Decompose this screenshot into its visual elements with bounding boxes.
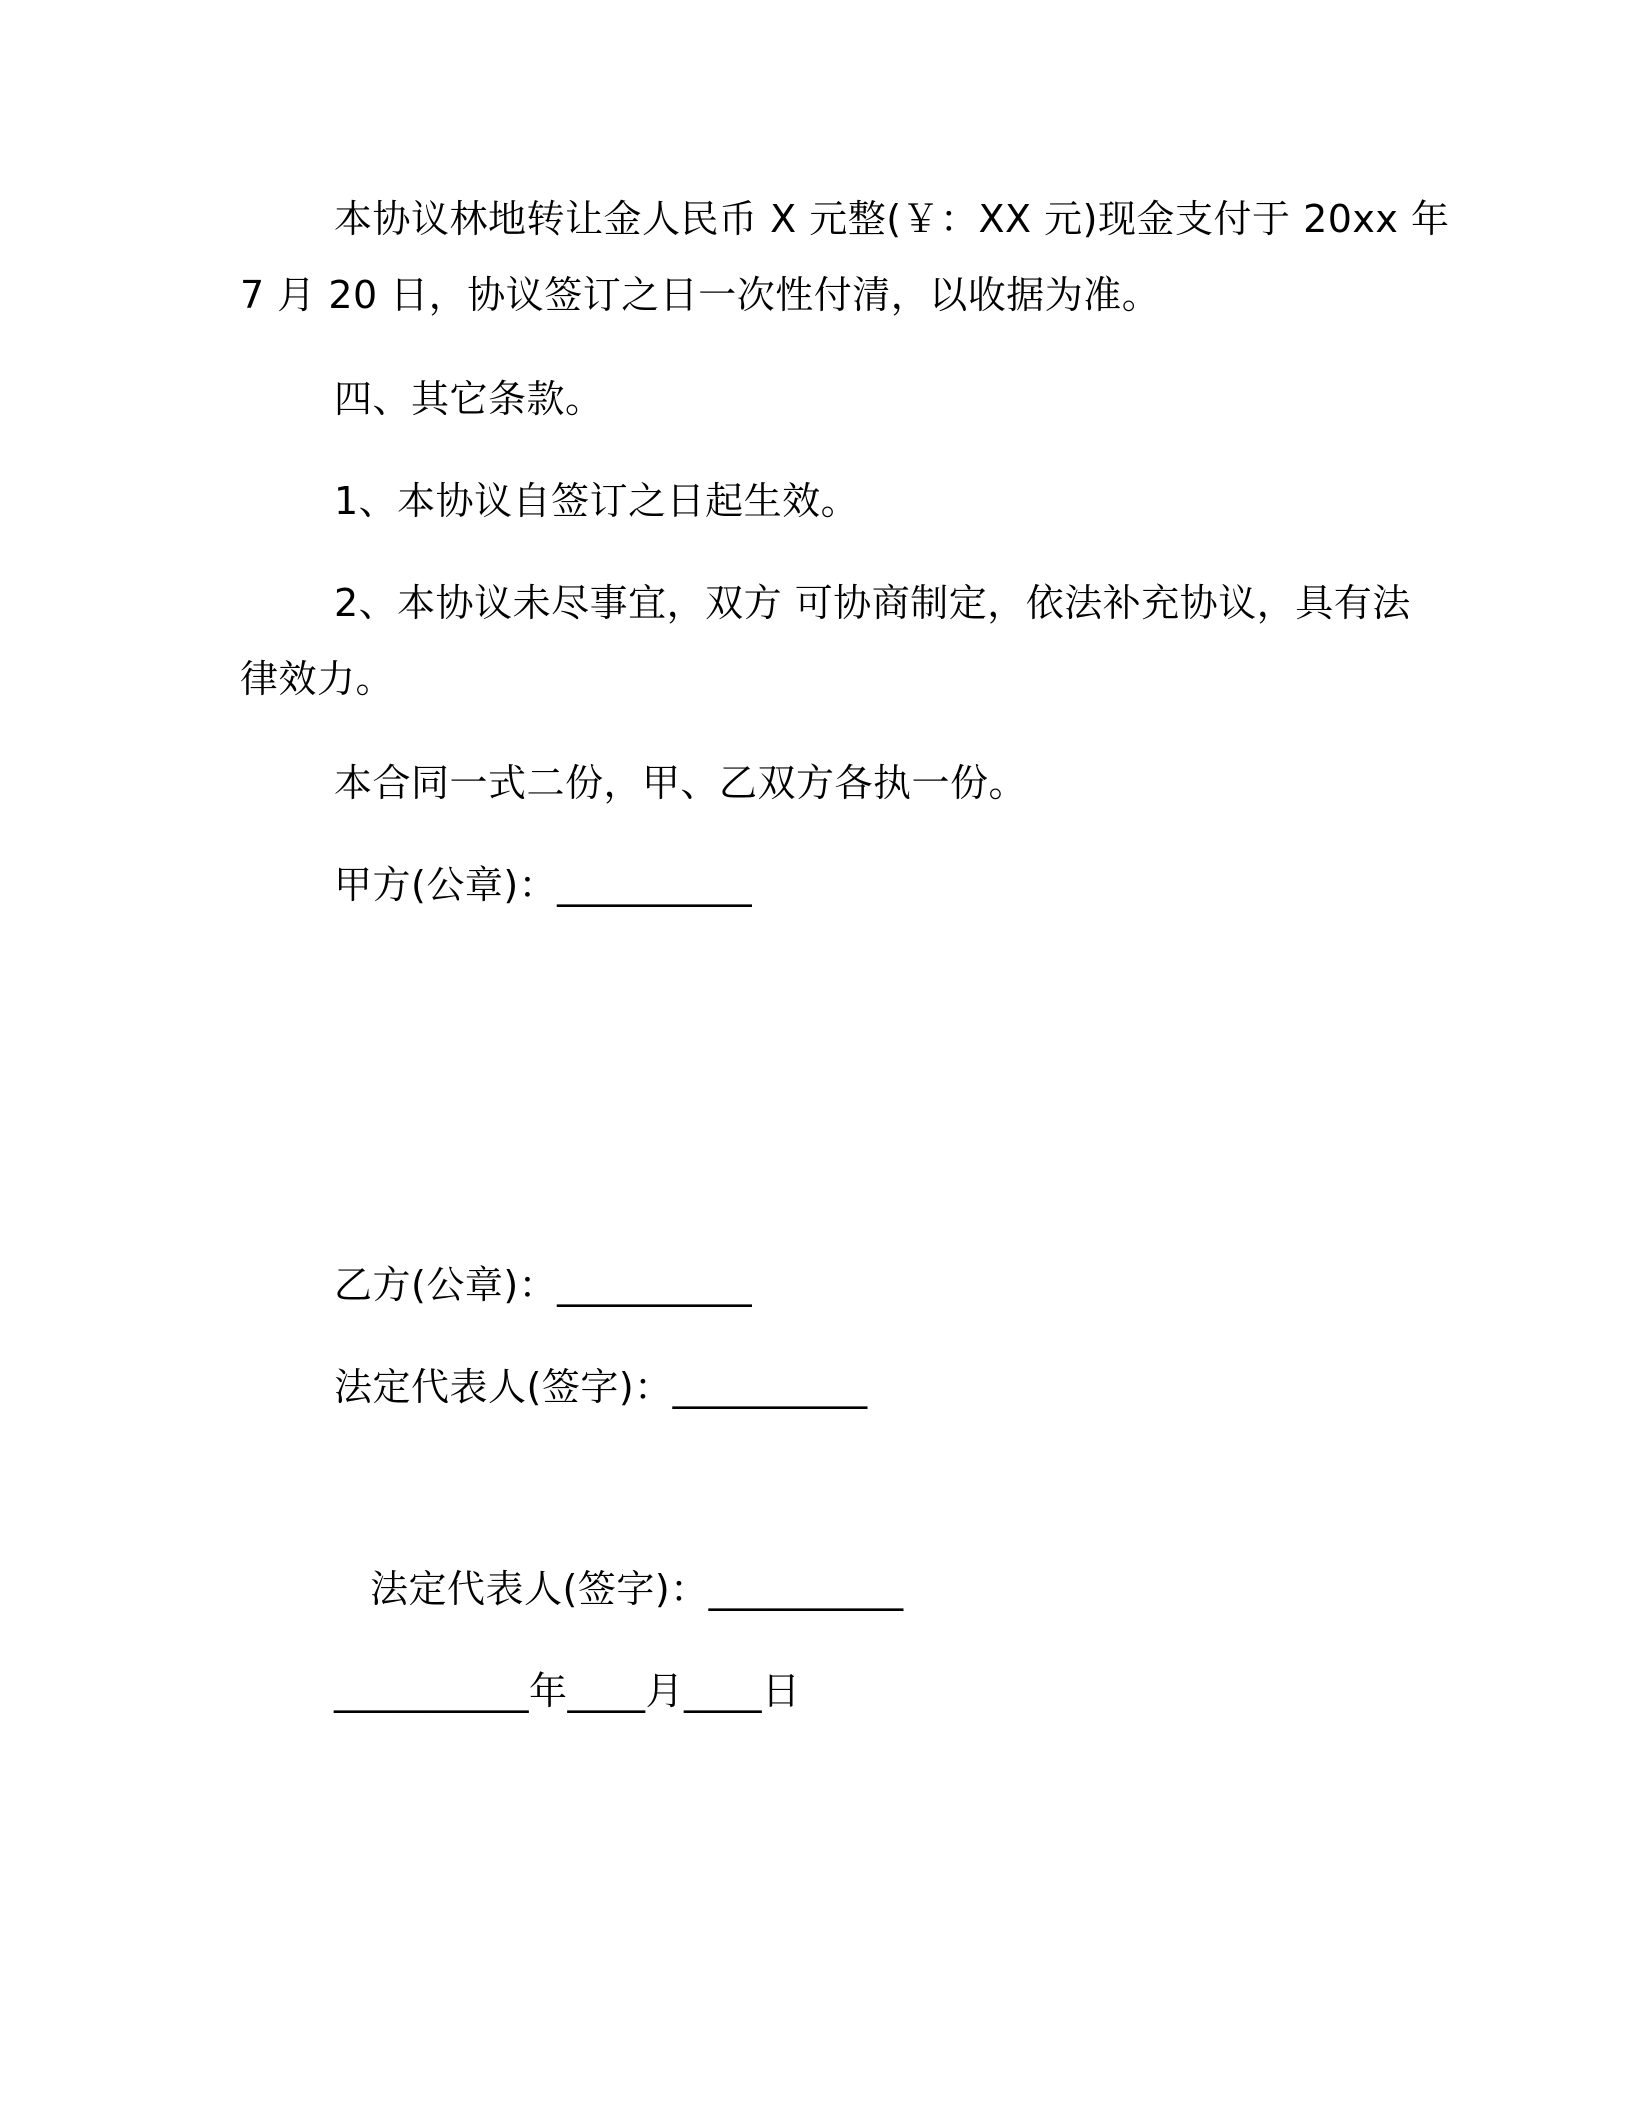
payment-line-2: 7 月 20 日，协议签订之日一次性付清，以收据为准。 <box>240 273 1161 317</box>
party-a-seal-line: 甲方(公章)：__________ <box>334 863 753 907</box>
clause-1: 1、本协议自签订之日起生效。 <box>334 479 860 523</box>
clause-2-line-1: 2、本协议未尽事宜，双方 可协商制定，依法补充协议，具有法 <box>334 581 1411 625</box>
clause-2-line-2: 律效力。 <box>240 657 395 701</box>
payment-line-1: 本协议林地转让金人民币 X 元整(￥：XX 元)现金支付于 20xx 年 <box>334 197 1450 241</box>
legal-rep-signature-line-2: 法定代表人(签字)：__________ <box>370 1567 904 1611</box>
section-4-heading: 四、其它条款。 <box>334 377 604 421</box>
date-line: __________年____月____日 <box>334 1669 801 1713</box>
party-b-seal-line: 乙方(公章)：__________ <box>334 1263 753 1307</box>
copies-statement: 本合同一式二份，甲、乙双方各执一份。 <box>334 761 1028 805</box>
legal-rep-signature-line-1: 法定代表人(签字)：__________ <box>334 1365 868 1409</box>
